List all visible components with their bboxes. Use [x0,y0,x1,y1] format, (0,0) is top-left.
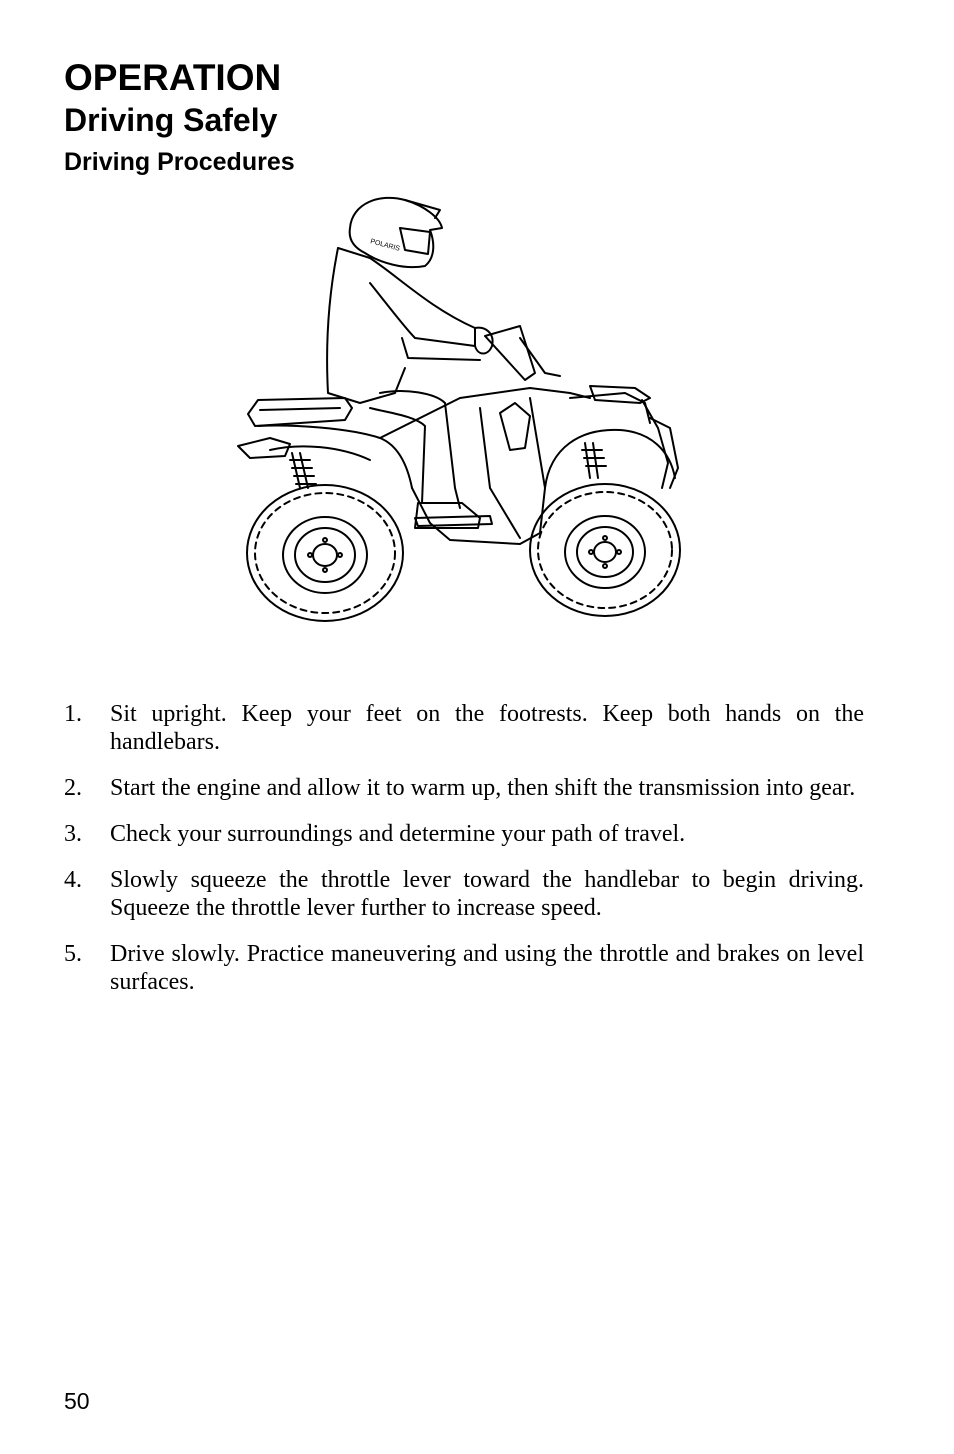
step-text: Sit upright. Keep your feet on the footrests. Keep both hands on the handlebars. [110,701,864,755]
front-wheel-icon [530,484,680,616]
helmet-logo-text: POLARIS [369,238,401,253]
rear-wheel-icon [247,485,403,621]
step-text: Slowly squeeze the throttle lever toward the handlebar to begin driving. Squeeze the throttle lever further to increase speed. [110,867,864,921]
list-item [64,774,864,802]
page-number: 50 [64,1388,90,1414]
step-number: 1. [64,701,82,727]
list-item [64,700,864,756]
list-item [64,820,864,848]
section-heading: OPERATION [64,57,282,98]
step-number: 4. [64,867,82,893]
step-number: 5. [64,941,82,967]
page-title: Driving Safely [64,102,278,138]
step-text: Start the engine and allow it to warm up, then shift the transmission into gear. [110,775,856,801]
step-text: Drive slowly. Practice maneuvering and using the throttle and brakes on level surfaces. [110,941,864,995]
atv-rider-illustration-icon [230,188,690,628]
list-item [64,940,864,996]
subsection-title: Driving Procedures [64,148,295,176]
procedure-list [64,700,864,1014]
atv-illustration [230,188,690,628]
step-text: Check your surroundings and determine your path of travel. [110,821,686,847]
step-number: 2. [64,775,82,801]
step-number: 3. [64,821,82,847]
list-item [64,866,864,922]
